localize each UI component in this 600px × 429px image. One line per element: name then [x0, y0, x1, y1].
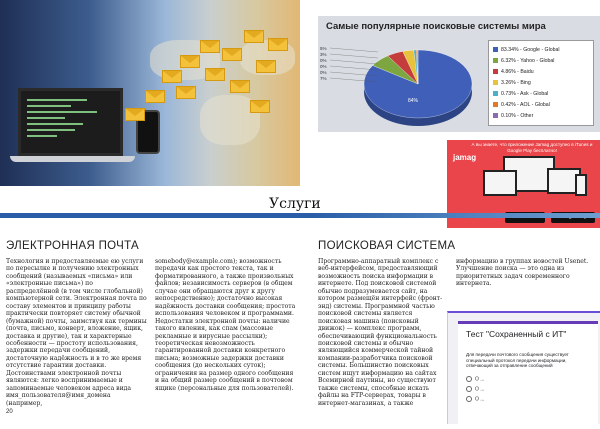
legend-swatch [493, 58, 498, 63]
quiz-card [458, 321, 598, 429]
envelope-icon [230, 80, 250, 93]
email-heading: ЭЛЕКТРОННАЯ ПОЧТА [6, 240, 139, 252]
quiz-screenshot [447, 311, 600, 424]
legend-label: 0.10% - Other [501, 113, 533, 119]
legend-entry [493, 80, 531, 86]
quiz-question: Для передачи почтового сообщения существует специальный протокол передачи информации, отвечающий за отправление сообщений [466, 352, 594, 369]
leader-line [330, 48, 378, 52]
quiz-option[interactable]: О ... [466, 386, 484, 392]
quiz-option[interactable]: О ... [466, 376, 484, 382]
section-title: Услуги [269, 196, 321, 212]
page-number: 20 [6, 409, 13, 415]
envelope-icon [176, 86, 196, 99]
search-column-2: информацию в группах новостей Usenet. Улучшение поиска — это одна из приоритетных задач современного интернета. [456, 258, 596, 288]
chart-legend [488, 40, 594, 126]
legend-swatch [493, 102, 498, 107]
legend-swatch [493, 80, 498, 85]
laptop-base [10, 156, 135, 162]
envelope-icon [256, 60, 276, 73]
email-hero-image [0, 0, 300, 186]
axis-tick-label: 0% [320, 70, 327, 75]
legend-label: 0.42% - AOL - Global [501, 102, 550, 108]
tablet-device [483, 170, 517, 196]
search-engine-chart [318, 16, 600, 132]
axis-tick-label: 7% [320, 76, 327, 81]
envelope-icon [125, 108, 145, 121]
quiz-option[interactable]: О ... [466, 396, 484, 402]
envelope-icon [250, 100, 270, 113]
legend-swatch [493, 47, 498, 52]
legend-swatch [493, 91, 498, 96]
axis-tick-label: 5% [320, 46, 327, 51]
legend-swatch [493, 69, 498, 74]
envelope-icon [268, 38, 288, 51]
pie-chart [318, 38, 486, 130]
legend-entry [493, 58, 554, 64]
legend-label: 4.86% - Baidu [501, 69, 534, 75]
axis-tick-label: 0% [320, 58, 327, 63]
legend-label: 6.32% - Yahoo - Global [501, 58, 554, 64]
search-column-1: Программно-аппаратный комплекс с веб-интерфейсом, предоставляющий возможность поиска информации в интернете. Под поисковой системой обычно подразумевается сайт, на котором размещён интерфейс (фронт-энд) системы. Программной частью поисковой системы является поисковая машина (поисковый движок) — комплекс программ, обеспечивающий функциональность поисковой системы и обычно являющийся коммерческой тайной компании-разработчика поисковой системы. Большинство поисковых систем ищут информацию на сайтах Всемирной паутины, но существуют также системы, способные искать файлы на FTP-серверах, товары в интернет-магазинах, а также [318, 258, 444, 407]
email-column-1: Технология и предоставляемые ею услуги по пересылке и получению электронных сообщений (называемых «письма» или «электронные письма») по распределённой (в том числе глобальной) компьютерной сети. Электронная почта по составу элементов и принципу работы практически повторяет систему обычной (бумажной) почты, заимствуя как термины (почта, письмо, конверт, вложение, ящик, доставка и другие), так и характерные особенности — простоту использования, задержки передачи сообщений, достаточную надёжность и в то же время отсутствие гарантии доставки. Достоинствами электронной почты являются: легко воспринимаемые и запоминаемые человеком адреса вида имя_пользователя@имя_домена (например, [6, 258, 148, 407]
pie-center-label: 84% [408, 98, 419, 104]
legend-label: 3.26% - Bing [501, 80, 531, 86]
axis-tick-label: 3% [320, 52, 327, 57]
legend-entry [493, 91, 548, 97]
legend-entry [493, 47, 560, 53]
envelope-icon [180, 55, 200, 68]
envelope-icon [162, 70, 182, 83]
envelope-icon [205, 68, 225, 81]
section-divider [0, 213, 600, 218]
legend-entry [493, 102, 550, 108]
axis-tick-label: 0% [320, 64, 327, 69]
legend-label: 83.34% - Google - Global [501, 47, 560, 53]
legend-label: 0.73% - Ask - Global [501, 91, 548, 97]
envelope-icon [145, 90, 165, 103]
chart-title: Самые популярные поисковые системы мира [326, 21, 546, 32]
envelope-icon [200, 40, 220, 53]
search-heading: ПОИСКОВАЯ СИСТЕМА [318, 240, 455, 252]
legend-swatch [493, 113, 498, 118]
phone-device [575, 174, 587, 196]
leader-line [330, 60, 378, 64]
jamag-logo: jamag [453, 153, 476, 162]
legend-entry [493, 69, 534, 75]
envelope-icon [222, 48, 242, 61]
quiz-title: Тест "Сохраненный с ИТ" [466, 329, 566, 339]
promo-text: А вы знаете, что приложение Jamag доступно в iTunes и Google Play бесплатно! [467, 142, 597, 153]
envelope-icon [244, 30, 264, 43]
email-column-2: somebody@example.com); возможность передачи как простого текста, так и форматированного, а также произвольных файлов; независимость серверов (в общем случае они обращаются друг к другу непосредственно); достаточно высокая надёжность доставки сообщения; простота использования человеком и программами. Недостатки электронной почты: наличие такого явления, как спам (массовые рекламные и вирусные рассылки); теоретическая невозможность гарантированной доставки конкретного письма; возможные задержки доставки сообщения (до нескольких суток); ограничения на размер одного сообщения и на общий размер сообщений в почтовом ящике (персональные для пользователей). [155, 258, 297, 392]
legend-entry [493, 113, 533, 119]
leader-line [330, 54, 378, 58]
laptop-icon [18, 88, 123, 156]
